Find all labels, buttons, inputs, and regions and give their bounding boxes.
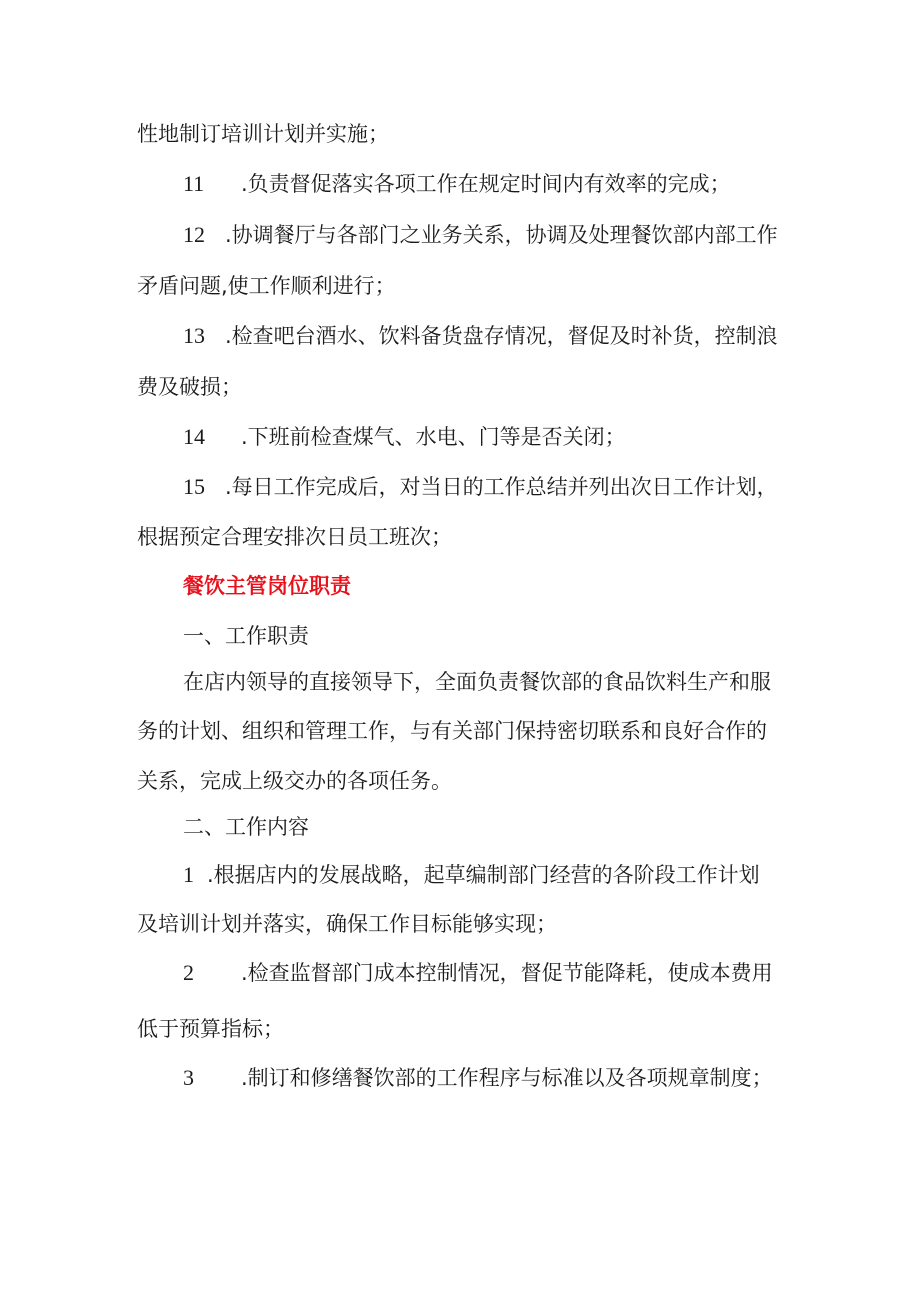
item-number: 3 bbox=[183, 1065, 194, 1090]
text-content: 低于预算指标； bbox=[137, 1017, 284, 1041]
text-content: 根据预定合理安排次日员工班次； bbox=[137, 525, 452, 549]
item-text: .制订和修缮餐饮部的工作程序与标准以及各项规章制度； bbox=[241, 1066, 773, 1090]
paragraph-line bbox=[137, 717, 767, 745]
paragraph-text: 务的计划、组织和管理工作，与有关部门保持密切联系和良好合作的 bbox=[137, 719, 767, 743]
item-number: 2 bbox=[183, 960, 194, 985]
text-line bbox=[137, 1015, 284, 1043]
subsection-title bbox=[183, 813, 309, 841]
list-item-3 bbox=[183, 1064, 773, 1092]
paragraph-text: 在店内领导的直接领导下，全面负责餐饮部的食品饮料生产和服 bbox=[183, 670, 771, 694]
text-line bbox=[137, 373, 242, 401]
heading-text: 餐饮主管岗位职责 bbox=[183, 574, 351, 598]
text-line bbox=[137, 910, 557, 938]
subsection-text: 二、工作内容 bbox=[183, 815, 309, 839]
item-number: 13 bbox=[183, 323, 205, 348]
subsection-title bbox=[183, 622, 309, 650]
list-item-12 bbox=[183, 221, 778, 249]
subsection-text: 一、工作职责 bbox=[183, 624, 309, 648]
list-item-13 bbox=[183, 322, 778, 350]
item-text: .检查吧台酒水、饮料备货盘存情况，督促及时补货，控制浪 bbox=[225, 324, 778, 348]
item-number: 11 bbox=[183, 171, 205, 196]
list-item-14 bbox=[183, 423, 626, 451]
paragraph-line bbox=[183, 668, 771, 696]
item-text: .负责督促落实各项工作在规定时间内有效率的完成； bbox=[241, 172, 731, 196]
list-item-2 bbox=[183, 959, 773, 987]
text-content: 及培训计划并落实，确保工作目标能够实现； bbox=[137, 912, 557, 936]
paragraph-line bbox=[137, 767, 452, 795]
item-number: 1 bbox=[183, 862, 194, 887]
item-number: 14 bbox=[183, 424, 205, 449]
text-content: 费及破损； bbox=[137, 375, 242, 399]
paragraph-text: 关系，完成上级交办的各项任务。 bbox=[137, 769, 452, 793]
list-item-1 bbox=[183, 861, 760, 889]
item-text: .下班前检查煤气、水电、门等是否关闭； bbox=[241, 425, 626, 449]
text-content: 矛盾问题,使工作顺利进行； bbox=[137, 274, 396, 298]
item-text: .协调餐厅与各部门之业务关系，协调及处理餐饮部内部工作 bbox=[225, 223, 778, 247]
text-line bbox=[137, 272, 396, 300]
item-number: 15 bbox=[183, 474, 205, 499]
list-item-15 bbox=[183, 473, 778, 501]
item-text: .根据店内的发展战略，起草编制部门经营的各阶段工作计划 bbox=[207, 863, 760, 887]
text-line bbox=[137, 523, 452, 551]
text-content: 性地制订培训计划并实施； bbox=[137, 122, 389, 146]
item-text: .检查监督部门成本控制情况，督促节能降耗，使成本费用 bbox=[241, 961, 773, 985]
list-item-11 bbox=[183, 170, 731, 198]
text-line bbox=[137, 120, 389, 148]
section-heading bbox=[183, 572, 351, 600]
item-text: .每日工作完成后，对当日的工作总结并列出次日工作计划， bbox=[225, 475, 778, 499]
item-number: 12 bbox=[183, 222, 205, 247]
